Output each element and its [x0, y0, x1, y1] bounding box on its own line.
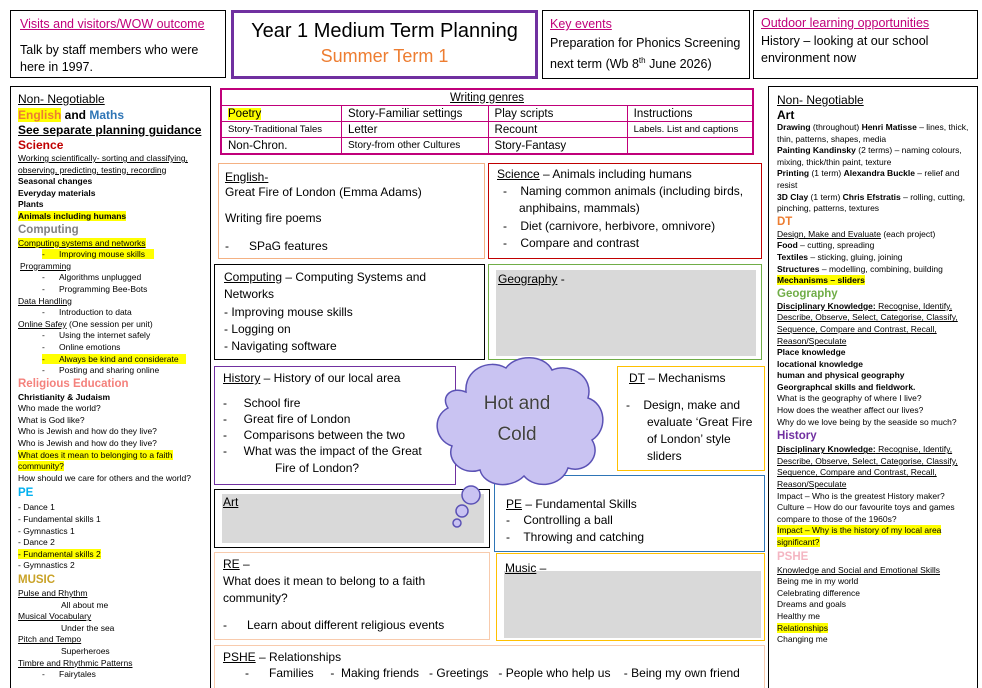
table-cell: Play scripts	[488, 106, 627, 122]
list-item: Plants	[18, 199, 44, 210]
music-placeholder	[504, 571, 761, 638]
list-item: community?	[223, 591, 288, 605]
list-item: - Gymnastics 2	[18, 560, 75, 571]
list-item: Structures – modelling, combining, building	[777, 263, 943, 274]
outdoor-body: History – looking at our school environment now	[761, 34, 929, 65]
pe-heading: PE	[18, 487, 34, 500]
list-item: Drawing (throughout) Henri Matisse – lines, thick,	[777, 122, 969, 132]
list-item: Impact – Why is the history of my local area	[777, 525, 942, 536]
list-item: Impact – Who is the greatest History maker?	[777, 490, 945, 501]
art-heading: Art	[777, 108, 795, 122]
list-item: Healthy me	[777, 610, 820, 621]
dt-box	[617, 366, 765, 471]
list-item: - Online emotions	[42, 341, 121, 352]
table-row	[222, 106, 753, 122]
table-cell: Labels. List and captions	[627, 122, 752, 138]
left-non-negotiable-column	[10, 86, 211, 688]
list-item: How should we care for others and the world?	[18, 472, 191, 483]
list-item: Animals including humans	[18, 210, 127, 221]
re-title: RE –	[223, 557, 250, 571]
english-box	[218, 163, 485, 259]
list-item: How does the weather affect our lives?	[777, 405, 924, 416]
list-item: community?	[18, 461, 64, 472]
list-item: mixing, thick/thin paint, texture	[777, 156, 892, 167]
list-item: Pitch and Tempo	[18, 634, 82, 645]
pshe-items: - Families - Making friends - Greetings - People who help us - Being my own friend	[245, 666, 740, 680]
list-item: observing, predicting, testing, recording	[18, 164, 167, 175]
table-cell: Story-Familiar settings	[342, 106, 489, 122]
dt-title: DT – Mechanisms	[629, 371, 726, 385]
list-item: Reason/Speculate	[777, 479, 847, 490]
left-title: Non- Negotiable	[18, 92, 105, 106]
list-item: Knowledge and Social and Emotional Skills	[777, 564, 941, 575]
pshe-heading: PSHE	[777, 550, 809, 563]
list-item: Design, Make and Evaluate (each project)	[777, 228, 936, 239]
list-item: - Programming Bee-Bots	[42, 283, 148, 294]
visits-body: Talk by staff members who were here in 1997.	[20, 43, 199, 74]
title-box	[231, 10, 538, 79]
list-item: Dreams and goals	[777, 599, 846, 610]
english-maths-heading: English and Maths	[18, 108, 125, 122]
list-item: Being me in my world	[777, 576, 859, 587]
list-item: Disciplinary Knowledge: Recognise, Identify,	[777, 300, 953, 311]
list-item: - Throwing and catching	[506, 530, 645, 544]
table-cell: Recount	[488, 122, 627, 138]
guidance-link: See separate planning guidance	[18, 123, 202, 137]
table-cell: Instructions	[627, 106, 752, 122]
list-item: Online Safey (One session per unit)	[18, 318, 153, 329]
geography-box	[488, 264, 762, 360]
table-row	[222, 122, 753, 138]
writing-genres-table	[220, 88, 754, 155]
cloud-text: Hot and Cold	[483, 393, 551, 445]
table-cell: Story-Fantasy	[488, 138, 627, 154]
list-item: Fire of London?	[275, 461, 360, 475]
table-cell: Letter	[342, 122, 489, 138]
list-item: Writing fire poems	[225, 211, 322, 225]
music-title: Music –	[505, 561, 547, 575]
list-item: - SPaG features	[225, 239, 328, 253]
list-item: Seasonal changes	[18, 176, 93, 187]
table-cell	[627, 138, 752, 154]
list-item: - Introduction to data	[42, 307, 132, 318]
list-item: locational knowledge	[777, 358, 863, 369]
list-item: 3D Clay (1 term) Chris Efstratis – rolling, cutting,	[777, 191, 966, 202]
list-item: What does it mean to belonging to a faith	[18, 449, 173, 460]
table-cell: Poetry	[222, 106, 342, 122]
list-item: Christianity & Judaism	[18, 391, 111, 402]
list-item: evaluate ‘Great Fire	[647, 415, 753, 429]
pe-title: PE – Fundamental Skills	[506, 497, 637, 511]
pshe-title: PSHE – Relationships	[223, 650, 342, 664]
list-item: Pulse and Rhythm	[18, 588, 88, 598]
list-item: Painting Kandinsky (2 terms) – naming colours,	[777, 145, 962, 156]
history-heading: History	[777, 430, 817, 443]
pshe-box	[214, 645, 765, 688]
list-item: - Great fire of London	[223, 412, 351, 426]
list-item: Describe, Observe, Select, Categorise, Classify,	[777, 312, 958, 323]
list-item: - Navigating software	[224, 339, 337, 353]
list-item: Working scientifically- sorting and classifying,	[18, 153, 188, 163]
list-item: Sequence, Compare and Contrast, Recall,	[777, 323, 937, 334]
list-item: human and physical geography	[777, 370, 905, 381]
geography-title: Geography -	[498, 272, 565, 286]
key-events-title: Key events	[550, 17, 612, 31]
list-item: Data Handling	[18, 295, 72, 306]
list-item: significant?	[777, 537, 820, 547]
list-item: thin, patterns, shapes, media	[777, 133, 887, 144]
list-item: Georgraphcal skills and fieldwork.	[777, 381, 916, 392]
list-item: - Design, make and	[626, 398, 741, 412]
list-item: - Fundamental skills 2	[18, 548, 101, 559]
list-item: - Dance 2	[18, 537, 55, 548]
table-row	[222, 138, 753, 154]
art-title: Art	[223, 495, 239, 509]
list-item: What does it mean to belong to a faith	[223, 574, 426, 588]
list-item: - Using the internet safely	[42, 330, 151, 341]
list-item: - Gymnastics 1	[18, 525, 75, 536]
list-item: Who is Jewish and how do they live?	[18, 438, 157, 449]
visits-box	[10, 10, 226, 78]
list-item: Musical Vocabulary	[18, 611, 92, 622]
music-box	[496, 553, 765, 641]
list-item: Everyday materials	[18, 187, 96, 198]
list-item: - Comparisons between the two	[223, 428, 406, 442]
list-item: - Diet (carnivore, herbivore, omnivore)	[503, 219, 716, 233]
list-item: Place knowledge	[777, 347, 846, 358]
list-item: Changing me	[777, 634, 828, 645]
table-cell: Non-Chron.	[222, 138, 342, 154]
outdoor-box	[753, 10, 978, 79]
list-item: Culture – How do our favourite toys and games	[777, 502, 955, 513]
list-item: Sequence, Compare and Contrast, Recall,	[777, 467, 937, 478]
geography-heading: Geography	[777, 287, 838, 300]
outdoor-title: Outdoor learning opportunities	[761, 16, 930, 30]
right-non-negotiable-column	[768, 86, 978, 688]
table-cell: Story-Traditional Tales	[222, 122, 342, 138]
list-item: - Fairytales	[42, 669, 96, 680]
science-heading: Science	[18, 138, 64, 152]
list-item: Networks	[224, 287, 275, 301]
list-item: Reason/Speculate	[777, 335, 847, 346]
music-heading: MUSIC	[18, 574, 56, 586]
visits-title: Visits and visitors/WOW outcome	[20, 17, 205, 31]
dt-heading: DT	[777, 215, 793, 228]
list-item: - What was the impact of the Great	[223, 444, 422, 458]
list-item: Printing (1 term) Alexandra Buckle – relief and	[777, 168, 960, 179]
list-item: Textiles – sticking, gluing, joining	[777, 251, 903, 262]
list-item: - Always be kind and considerate	[18, 354, 210, 366]
list-item: - Posting and sharing online	[42, 365, 160, 376]
list-item: - Compare and contrast	[503, 236, 640, 250]
page-subtitle: Summer Term 1	[320, 46, 449, 66]
list-item: - Improving mouse skills	[18, 249, 210, 261]
list-item: Describe, Observe, Select, Categorise, Classify,	[777, 455, 958, 466]
list-item: compare to those of the 1960s?	[777, 513, 897, 524]
list-item: - Logging on	[224, 322, 291, 336]
computing-title: Computing – Computing Systems and	[224, 270, 427, 284]
list-item: Under the sea	[61, 622, 115, 633]
list-item: - Controlling a ball	[506, 513, 613, 527]
list-item: - Improving mouse skills	[224, 305, 353, 319]
list-item: - Dance 1	[18, 502, 55, 513]
list-item: Food – cutting, spreading	[777, 240, 875, 251]
list-item: Relationships	[777, 622, 829, 633]
computing-heading: Computing	[18, 223, 79, 236]
history-box	[214, 366, 456, 485]
list-item: Computing systems and networks	[18, 237, 146, 248]
computing-box	[214, 264, 485, 360]
key-events-box	[542, 10, 750, 79]
list-item: resist	[777, 179, 798, 190]
list-item: - Learn about different religious events	[223, 618, 445, 632]
re-box	[214, 552, 490, 640]
writing-genres-title: Writing genres	[222, 90, 753, 106]
page-title: Year 1 Medium Term Planning	[251, 20, 518, 42]
right-title: Non- Negotiable	[777, 93, 864, 107]
list-item: Programming	[20, 260, 72, 271]
list-item: Disciplinary Knowledge: Recognise, Identify,	[777, 444, 953, 455]
list-item: - Algorithms unplugged	[42, 272, 142, 283]
list-item: - Naming common animals (including birds,	[503, 184, 744, 198]
key-events-body: Preparation for Phonics Screening next term (Wb 8th June 2026)	[550, 36, 741, 72]
list-item: of London’ style	[647, 432, 731, 446]
list-item: anphibains, mammals)	[519, 201, 640, 215]
list-item: Who made the world?	[18, 403, 101, 414]
re-heading: Religious Education	[18, 377, 129, 390]
science-box	[488, 163, 762, 259]
list-item: Why do we love being by the seaside so much?	[777, 416, 957, 427]
table-cell: Story-from other Cultures	[342, 138, 489, 154]
list-item: pinching, patterns, textures	[777, 203, 880, 214]
english-title: English-	[225, 170, 269, 184]
list-item: What is God like?	[18, 414, 85, 425]
list-item: Superheroes	[61, 645, 110, 656]
list-item: - School fire	[223, 396, 301, 410]
list-item: Who is Jewish and how do they live?	[18, 426, 157, 437]
list-item: Mechanisms – sliders	[777, 275, 865, 286]
list-item: Celebrating difference	[777, 587, 861, 598]
list-item: All about me	[61, 599, 109, 610]
science-title: Science – Animals including humans	[497, 167, 692, 181]
list-item: Timbre and Rhythmic Patterns	[18, 657, 133, 668]
list-item: - Fundamental skills 1	[18, 514, 101, 525]
history-title: History – History of our local area	[223, 371, 401, 385]
list-item: What is the geography of where I live?	[777, 393, 922, 404]
list-item: Great Fire of London (Emma Adams)	[225, 185, 422, 199]
list-item: sliders	[647, 449, 682, 463]
